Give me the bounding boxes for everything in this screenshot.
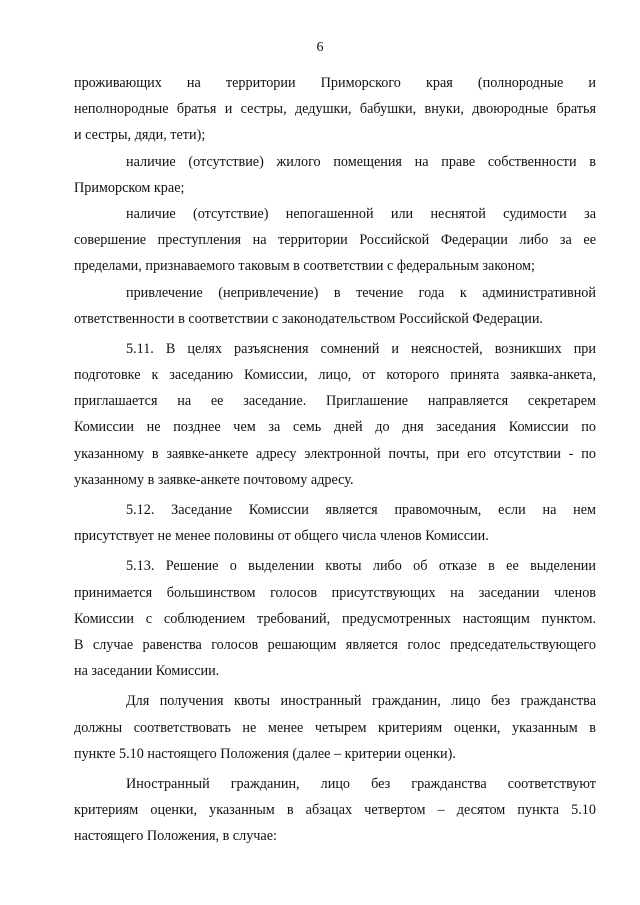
text-line: Иностранный гражданин, лицо без гражданства соответствуют [126,775,596,792]
paragraph-quota-criteria [74,688,596,767]
text-line: принимается большинством голосов присутствующих на заседании членов [74,584,596,601]
paragraph-5-13 [74,553,596,684]
paragraph-conviction [74,201,596,280]
text-line: привлечение (непривлечение) в течение года к административной [126,284,596,301]
text-line: должны соответствовать не менее четырем критериям оценки, указанным в [74,719,596,736]
text-line: наличие (отсутствие) непогашенной или неснятой судимости за [126,205,596,222]
text-line: критериям оценки, указанным в абзацах четвертом – десятом пункта 5.10 [74,802,596,819]
text-line: и сестры, дяди, тети); [74,127,206,144]
text-line: на заседании Комиссии. [74,663,220,680]
text-line: указанному в заявке-анкете почтовому адресу. [74,471,354,488]
text-line: приглашается на ее заседание. Приглашение направляется секретарем [74,393,596,410]
text-line: подготовке к заседанию Комиссии, лицо, от которого принята заявка-анкета, [74,367,596,384]
text-line: пункте 5.10 настоящего Положения (далее – критерии оценки). [74,745,456,762]
text-line: ответственности в соответствии с законодательством Российской Федерации. [74,310,543,327]
paragraph-administrative [74,280,596,332]
text-line: Для получения квоты иностранный гражданин, лицо без гражданства [126,693,596,710]
page-number: 6 [316,40,324,55]
text-line: неполнородные братья и сестры, дедушки, бабушки, внуки, двоюродные братья [74,101,596,118]
text-line: В случае равенства голосов решающим является голос председательствующего [74,636,596,653]
paragraph-criteria-compliance [74,771,596,850]
text-line: Комиссии не позднее чем за семь дней до дня заседания Комиссии по [74,419,596,436]
paragraph-5-12 [74,497,596,549]
text-line: проживающих на территории Приморского края (полнородные и [74,75,596,91]
text-line: 5.12. Заседание Комиссии является правомочным, если на нем [126,502,596,518]
text-line: 5.11. В целях разъяснения сомнений и неясностей, возникших при [126,340,596,357]
text-line: присутствует не менее половины от общего числа членов Комиссии. [74,528,489,545]
text-line: Приморском крае; [74,179,185,196]
text-line: Комиссии с соблюдением требований, предусмотренных настоящим пунктом. [74,610,596,627]
paragraph-5-11 [74,336,596,493]
paragraph-relatives [74,70,596,149]
text-line: 5.13. Решение о выделении квоты либо об отказе в ее выделении [126,558,596,575]
text-line: настоящего Положения, в случае: [74,828,277,845]
document-body [74,70,596,849]
text-line: совершение преступления на территории Российской Федерации либо за ее [74,232,596,249]
text-line: наличие (отсутствие) жилого помещения на праве собственности в [126,153,596,170]
text-line: пределами, признаваемого таковым в соответствии с федеральным законом; [74,258,535,275]
paragraph-housing [74,149,596,201]
text-line: указанному в заявке-анкете адресу электронной почты, при его отсутствии - по [74,445,596,462]
